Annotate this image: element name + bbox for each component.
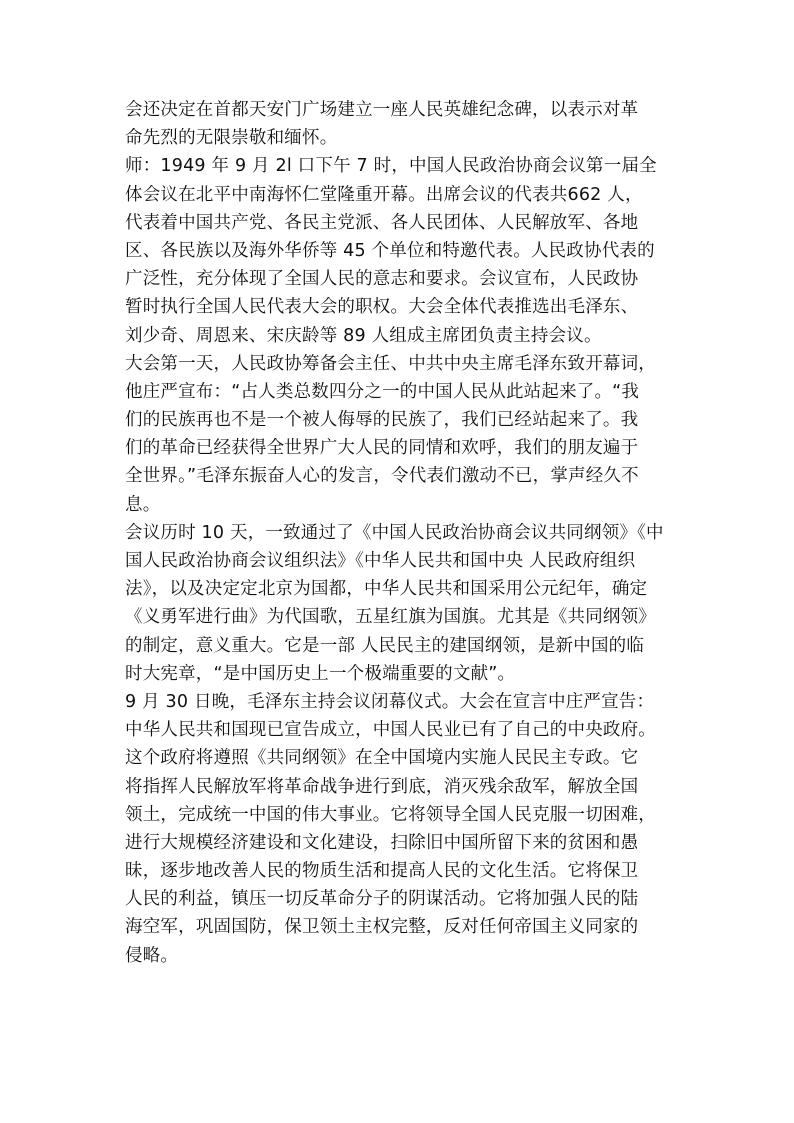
text-line: 海空军，巩固国防，保卫领土主权完整，反对任何帝国主义同家的 <box>125 917 639 938</box>
text-line: 们的革命已经获得全世界广大人民的同情和欢呼，我们的朋友遍于 <box>125 438 639 459</box>
text-line: 息。 <box>125 494 161 515</box>
text-line: 法》，以及决定定北京为国都，中华人民共和国采用公元纪年，确定 <box>125 579 648 600</box>
text-line: 将指挥人民解放军将革命战争进行到底，消灭残余敌军，解放全国 <box>125 776 639 797</box>
text-line: 们的民族再也不是一个被人侮辱的民族了，我们已经站起来了。我 <box>125 410 639 431</box>
text-line: 这个政府将遵照《共同纲领》在全中国境内实施人民民主专政。它 <box>125 748 639 769</box>
text-line: 时大宪章，“是中国历史上一个极端重要的文献”。 <box>125 663 516 684</box>
text-line: 9 月 30 日晚，毛泽东主持会议闭幕仪式。大会在宣言中庄严宣告： <box>125 691 655 712</box>
text-line: 全世界。”毛泽东振奋人心的发言，令代表们激动不已，掌声经久不 <box>125 466 639 487</box>
text-line: 会议历时 10 天，一致通过了《中国人民政治协商会议共同纲领》《中 <box>125 522 664 543</box>
text-line: 命先烈的无限崇敬和缅怀。 <box>125 128 338 149</box>
text-line: 领土，完成统一中国的伟大事业。它将领导全国人民克服一切困难， <box>125 804 656 825</box>
text-line: 大会第一天，人民政协筹备会主任、中共中央主席毛泽东致开幕词， <box>125 353 656 374</box>
text-line: 人民的利益，镇压一切反革命分子的阴谋活动。它将加强人民的陆 <box>125 889 639 910</box>
document-body <box>125 96 685 970</box>
text-line: 侵略。 <box>125 945 179 966</box>
text-line: 进行大规模经济建设和文化建设，扫除旧中国所留下来的贫困和愚 <box>125 832 639 853</box>
text-line: 刘少奇、周恩来、宋庆龄等 89 人组成主席团负责主持会议。 <box>125 325 602 346</box>
text-line: 《义勇军进行曲》为代国歌，五星红旗为国旗。尤其是《共同纲领》 <box>125 607 656 628</box>
text-line: 昧，逐步地改善人民的物质生活和提高人民的文化生活。它将保卫 <box>125 861 639 882</box>
text-line: 体会议在北平中南海怀仁堂隆重开幕。出席会议的代表共662 人， <box>125 184 643 205</box>
text-line: 的制定，意义重大。它是一部 人民民主的建国纲领，是新中国的临 <box>125 635 645 656</box>
text-line: 代表着中国共产党、各民主党派、各人民团体、人民解放军、各地 <box>125 212 639 233</box>
text-line: 中华人民共和国现已宣告成立，中国人民业已有了自己的中央政府。 <box>125 720 656 741</box>
text-line: 广泛性，充分体现了全国人民的意志和要求。会议宣布，人民政协 <box>125 269 639 290</box>
text-line: 师：1949 年 9 月 2l 口下午 7 时，中国人民政治协商会议第一届全 <box>125 156 657 177</box>
text-line: 暂时执行全国人民代表大会的职权。大会全体代表推选出毛泽东、 <box>125 297 639 318</box>
text-line: 他庄严宣布：“占人类总数四分之一的中国人民从此站起来了。“我 <box>125 381 640 402</box>
text-line: 会还决定在首都天安门广场建立一座人民英雄纪念碑，以表示对革 <box>125 100 639 120</box>
text-line: 区、各民族以及海外华侨等 45 个单位和特邀代表。人民政协代表的 <box>125 240 655 261</box>
text-line: 国人民政治协商会议组织法》《中华人民共和国中央 人民政府组织 <box>125 551 636 571</box>
